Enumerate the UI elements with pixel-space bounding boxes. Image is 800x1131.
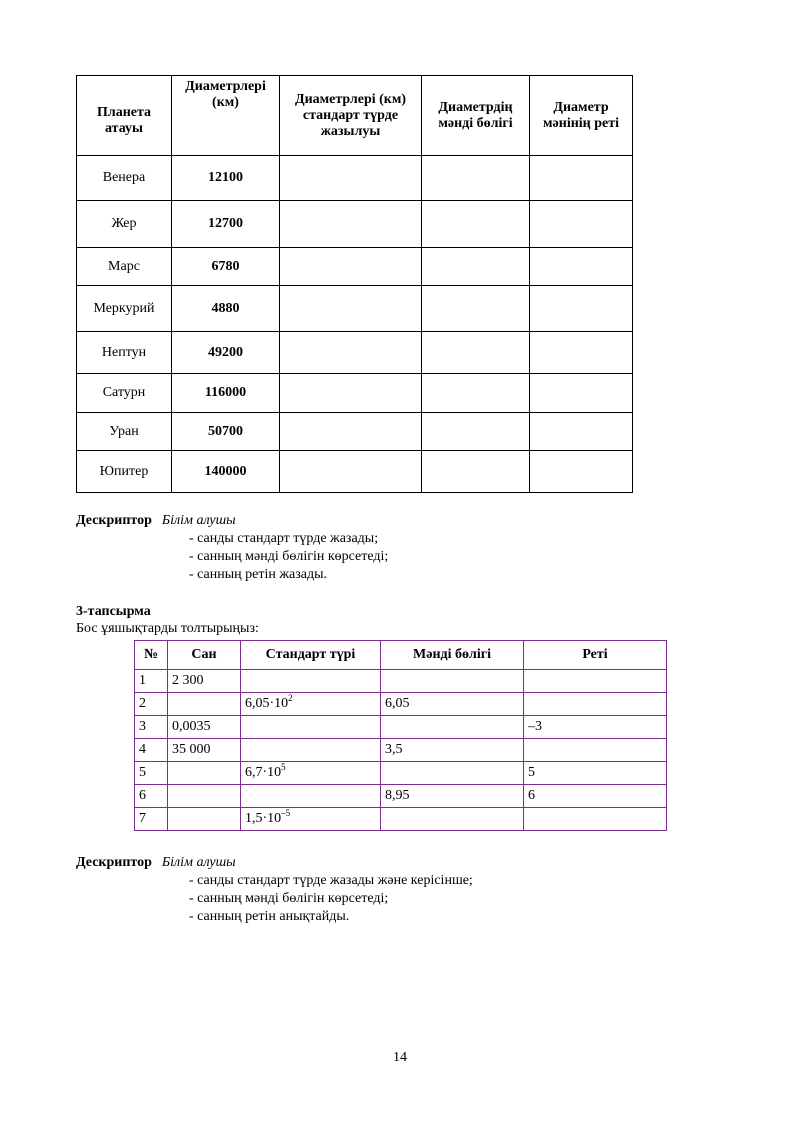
order-cell[interactable] (530, 374, 633, 413)
standard-form-mantissa: 1,5·10 (245, 811, 282, 826)
header-significand: Диаметрдің мәнді бөлігі (422, 76, 530, 156)
diameter-cell: 6780 (172, 248, 280, 286)
row-number-cell: 5 (135, 762, 168, 785)
significand-cell[interactable] (422, 286, 530, 332)
significand-cell[interactable] (422, 451, 530, 493)
significand-cell[interactable] (381, 716, 524, 739)
header-diameter-standard: Диаметрлері (км) стандарт түрде жазылуы (280, 76, 422, 156)
number-cell[interactable] (168, 808, 241, 831)
header-order: Диаметр мәнінің реті (530, 76, 633, 156)
table-row (135, 670, 667, 693)
standard-form-cell[interactable] (280, 413, 422, 451)
table-header-row (77, 76, 633, 156)
descriptor-label: Дескриптор (76, 513, 152, 528)
descriptor-item: - санды стандарт түрде жазады және керісінше; (189, 873, 473, 888)
order-cell[interactable] (530, 451, 633, 493)
table-row (135, 808, 667, 831)
planet-name-cell: Жер (77, 201, 172, 248)
order-cell[interactable] (524, 670, 667, 693)
table-row (135, 785, 667, 808)
order-cell[interactable] (530, 156, 633, 201)
significand-cell[interactable] (422, 332, 530, 374)
header-number: Сан (168, 641, 241, 670)
table-row (77, 156, 633, 201)
number-cell: 2 300 (168, 670, 241, 693)
descriptor-2-heading (76, 854, 236, 872)
order-cell[interactable] (530, 286, 633, 332)
table-row (77, 286, 633, 332)
planet-name-cell: Марс (77, 248, 172, 286)
task-title: 3-тапсырма (76, 604, 151, 619)
standard-form-cell (241, 808, 381, 831)
significand-cell[interactable] (381, 808, 524, 831)
standard-form-cell[interactable] (241, 785, 381, 808)
standard-form-cell[interactable] (280, 248, 422, 286)
order-cell[interactable] (530, 248, 633, 286)
number-cell[interactable] (168, 693, 241, 716)
row-number-cell: 1 (135, 670, 168, 693)
significand-cell[interactable] (381, 670, 524, 693)
descriptor-1-list (189, 530, 388, 584)
planet-name-cell: Венера (77, 156, 172, 201)
significand-cell[interactable] (422, 413, 530, 451)
descriptor-subject: Білім алушы (161, 855, 236, 870)
row-number-cell: 2 (135, 693, 168, 716)
descriptor-item: - санның ретін жазады. (189, 567, 328, 582)
standard-form-cell (241, 693, 381, 716)
standard-form-cell[interactable] (241, 716, 381, 739)
significand-cell: 8,95 (381, 785, 524, 808)
standard-form-cell[interactable] (280, 286, 422, 332)
row-number-cell: 3 (135, 716, 168, 739)
significand-cell[interactable] (381, 762, 524, 785)
number-cell: 0,0035 (168, 716, 241, 739)
table-row (77, 332, 633, 374)
descriptor-label: Дескриптор (76, 855, 152, 870)
standard-form-exponent: 5 (281, 762, 286, 772)
number-cell[interactable] (168, 762, 241, 785)
descriptor-2-list (189, 872, 473, 926)
standard-form-cell[interactable] (280, 374, 422, 413)
order-cell[interactable] (530, 413, 633, 451)
planet-name-cell: Меркурий (77, 286, 172, 332)
standard-form-cell[interactable] (241, 670, 381, 693)
task-instruction: Бос ұяшықтарды толтырыңыз: (76, 621, 259, 636)
table-row (77, 374, 633, 413)
diameter-cell: 140000 (172, 451, 280, 493)
table-row (135, 693, 667, 716)
standard-form-mantissa: 6,7·10 (245, 765, 282, 780)
descriptor-item: - санның мәнді бөлігін көрсетеді; (189, 549, 389, 564)
table-row (77, 451, 633, 493)
planet-name-cell: Уран (77, 413, 172, 451)
number-cell[interactable] (168, 785, 241, 808)
significand-cell[interactable] (422, 374, 530, 413)
diameter-cell: 50700 (172, 413, 280, 451)
order-cell[interactable] (524, 739, 667, 762)
standard-form-exponent: 2 (288, 693, 293, 703)
table-header-row (135, 641, 667, 670)
order-cell[interactable] (530, 332, 633, 374)
table-row (77, 201, 633, 248)
order-cell: 5 (524, 762, 667, 785)
descriptor-item: - санның мәнді бөлігін көрсетеді; (189, 891, 389, 906)
row-number-cell: 6 (135, 785, 168, 808)
row-number-cell: 4 (135, 739, 168, 762)
table-row (77, 248, 633, 286)
significand-cell: 3,5 (381, 739, 524, 762)
diameter-cell: 49200 (172, 332, 280, 374)
planet-name-cell: Юпитер (77, 451, 172, 493)
number-cell: 35 000 (168, 739, 241, 762)
header-diameter: Диаметрлері (км) (172, 76, 280, 156)
diameter-cell: 4880 (172, 286, 280, 332)
header-planet-name: Планета атауы (77, 76, 172, 156)
standard-form-cell[interactable] (241, 739, 381, 762)
diameter-cell: 12100 (172, 156, 280, 201)
order-cell: 6 (524, 785, 667, 808)
task-table (134, 640, 667, 831)
order-cell[interactable] (530, 201, 633, 248)
standard-form-cell[interactable] (280, 451, 422, 493)
row-number-cell: 7 (135, 808, 168, 831)
planet-name-cell: Нептун (77, 332, 172, 374)
header-number-sign: № (135, 641, 168, 670)
page-number: 14 (393, 1050, 407, 1065)
order-cell[interactable] (524, 808, 667, 831)
descriptor-item: - санды стандарт түрде жазады; (189, 531, 379, 546)
standard-form-mantissa: 6,05·10 (245, 696, 289, 711)
diameter-cell: 116000 (172, 374, 280, 413)
significand-cell[interactable] (422, 156, 530, 201)
header-significand: Мәнді бөлігі (381, 641, 524, 670)
standard-form-cell[interactable] (280, 201, 422, 248)
standard-form-exponent: –5 (281, 808, 291, 818)
header-order: Реті (524, 641, 667, 670)
table-row (135, 739, 667, 762)
significand-cell: 6,05 (381, 693, 524, 716)
table-row (135, 716, 667, 739)
table-row (135, 762, 667, 785)
standard-form-cell[interactable] (280, 332, 422, 374)
descriptor-subject: Білім алушы (161, 513, 236, 528)
table-row (77, 413, 633, 451)
planet-diameter-table (76, 75, 633, 493)
header-standard-form: Стандарт түрі (241, 641, 381, 670)
planet-name-cell: Сатурн (77, 374, 172, 413)
significand-cell[interactable] (422, 201, 530, 248)
standard-form-cell (241, 762, 381, 785)
descriptor-item: - санның ретін анықтайды. (189, 909, 350, 924)
order-cell[interactable] (524, 693, 667, 716)
significand-cell[interactable] (422, 248, 530, 286)
diameter-cell: 12700 (172, 201, 280, 248)
order-cell: –3 (524, 716, 667, 739)
descriptor-1-heading (76, 512, 236, 530)
standard-form-cell[interactable] (280, 156, 422, 201)
